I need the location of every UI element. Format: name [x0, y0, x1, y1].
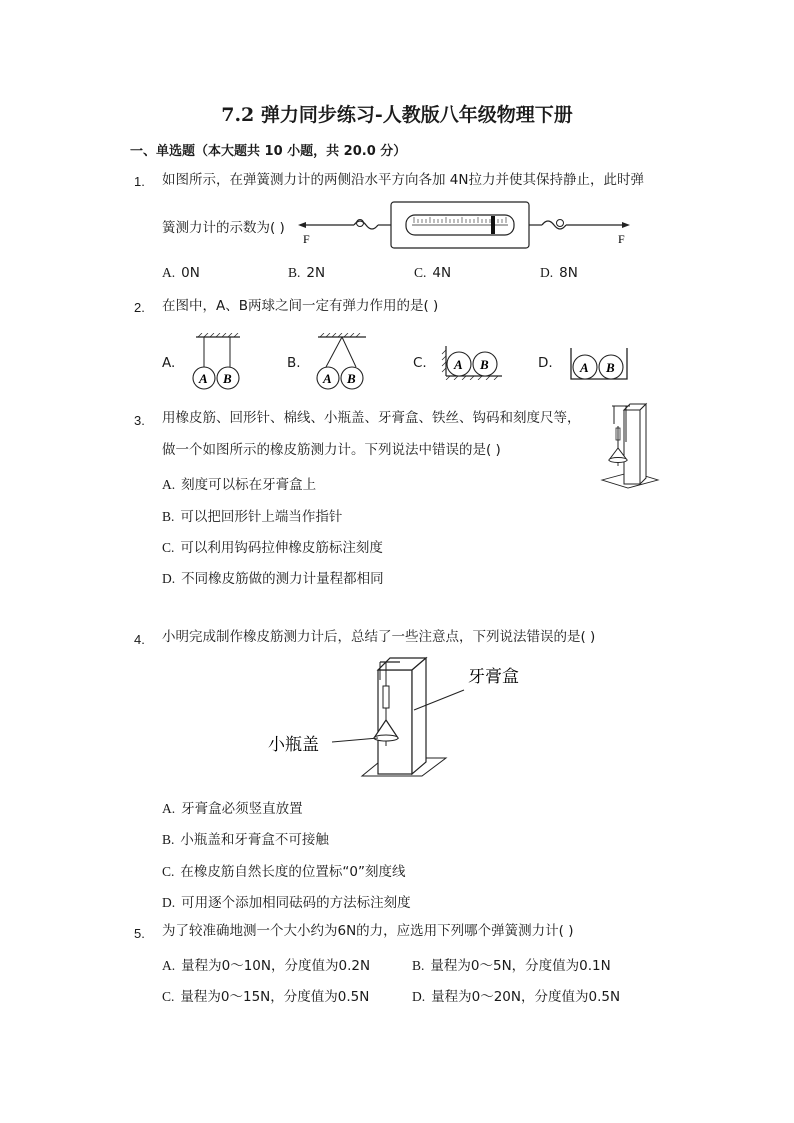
question-4-text: 小明完成制作橡皮筋测力计后，总结了一些注意点，下列说法错误的是( ) [162, 629, 596, 645]
q3-option-c: C. 可以利用钩码拉伸橡皮筋标注刻度 [162, 540, 383, 556]
q2-figure-a [188, 333, 248, 391]
svg-text:A: A [199, 371, 208, 386]
question-2-number: 2. [134, 300, 145, 315]
svg-text:A: A [323, 371, 332, 386]
question-1-line2: 簧测力计的示数为( ) [162, 220, 285, 236]
svg-text:A: A [580, 360, 589, 375]
question-1-number: 1. [134, 174, 145, 189]
q5-option-d: D. 量程为0～20N，分度值为0.5N [412, 989, 621, 1005]
question-3-line1: 用橡皮筋、回形针、棉线、小瓶盖、牙膏盒、铁丝、钩码和刻度尺等， [162, 410, 581, 426]
question-5-number: 5. [134, 926, 145, 941]
q2-option-c-label: C. [413, 355, 427, 371]
q1-option-a: A. 0N [162, 265, 200, 281]
q2-option-a-label: A. [162, 355, 176, 371]
svg-text:B: B [223, 371, 232, 386]
svg-text:A: A [454, 357, 463, 372]
q2-option-d-label: D. [538, 355, 553, 371]
force-label-left: F [303, 232, 310, 246]
toothpaste-box-meter-figure [262, 650, 542, 786]
svg-text:B: B [480, 357, 489, 372]
q3-option-a: A. 刻度可以标在牙膏盒上 [162, 477, 317, 493]
q2-figure-b [312, 333, 372, 391]
force-label-right: F [618, 232, 625, 246]
label-toothpaste-box: 牙膏盒 [468, 667, 519, 686]
question-5-text: 为了较准确地测一个大小约为6N的力，应选用下列哪个弹簧测力计( ) [162, 923, 574, 939]
q4-option-a: A. 牙膏盒必须竖直放置 [162, 801, 303, 817]
question-2-text: 在图中，A、B两球之间一定有弹力作用的是( ) [162, 298, 439, 314]
rubber-band-meter-figure [598, 402, 660, 490]
q1-option-d: D. 8N [540, 265, 578, 281]
question-1-line1: 如图所示，在弹簧测力计的两侧沿水平方向各加 4N拉力并使其保持静止，此时弹 [162, 172, 644, 188]
question-4-number: 4. [134, 632, 145, 647]
section-heading: 一、单选题（本大题共 10 小题，共 20.0 分） [130, 144, 407, 159]
page-title: 7.2 弹力同步练习-人教版八年级物理下册 [221, 104, 573, 126]
svg-text:B: B [606, 360, 615, 375]
q4-option-c: C. 在橡皮筋自然长度的位置标“0”刻度线 [162, 864, 406, 880]
question-3-number: 3. [134, 413, 145, 428]
q3-option-b: B. 可以把回形针上端当作指针 [162, 509, 343, 525]
q5-option-c: C. 量程为0～15N，分度值为0.5N [162, 989, 370, 1005]
q5-option-b: B. 量程为0～5N，分度值为0.1N [412, 958, 611, 974]
q3-option-d: D. 不同橡皮筋做的测力计量程都相同 [162, 571, 384, 587]
q4-option-b: B. 小瓶盖和牙膏盒不可接触 [162, 832, 329, 848]
question-3-line2: 做一个如图所示的橡皮筋测力计。下列说法中错误的是( ) [162, 442, 501, 458]
q2-option-b-label: B. [287, 355, 301, 371]
q5-option-a: A. 量程为0～10N，分度值为0.2N [162, 958, 371, 974]
spring-scale-figure [296, 196, 636, 250]
q2-figure-c [440, 344, 504, 380]
q1-option-b: B. 2N [288, 265, 326, 281]
label-bottle-cap: 小瓶盖 [268, 735, 319, 754]
svg-text:B: B [347, 371, 356, 386]
q2-figure-d [568, 346, 630, 382]
q1-option-c: C. 4N [414, 265, 452, 281]
q4-option-d: D. 可用逐个添加相同砝码的方法标注刻度 [162, 895, 411, 911]
